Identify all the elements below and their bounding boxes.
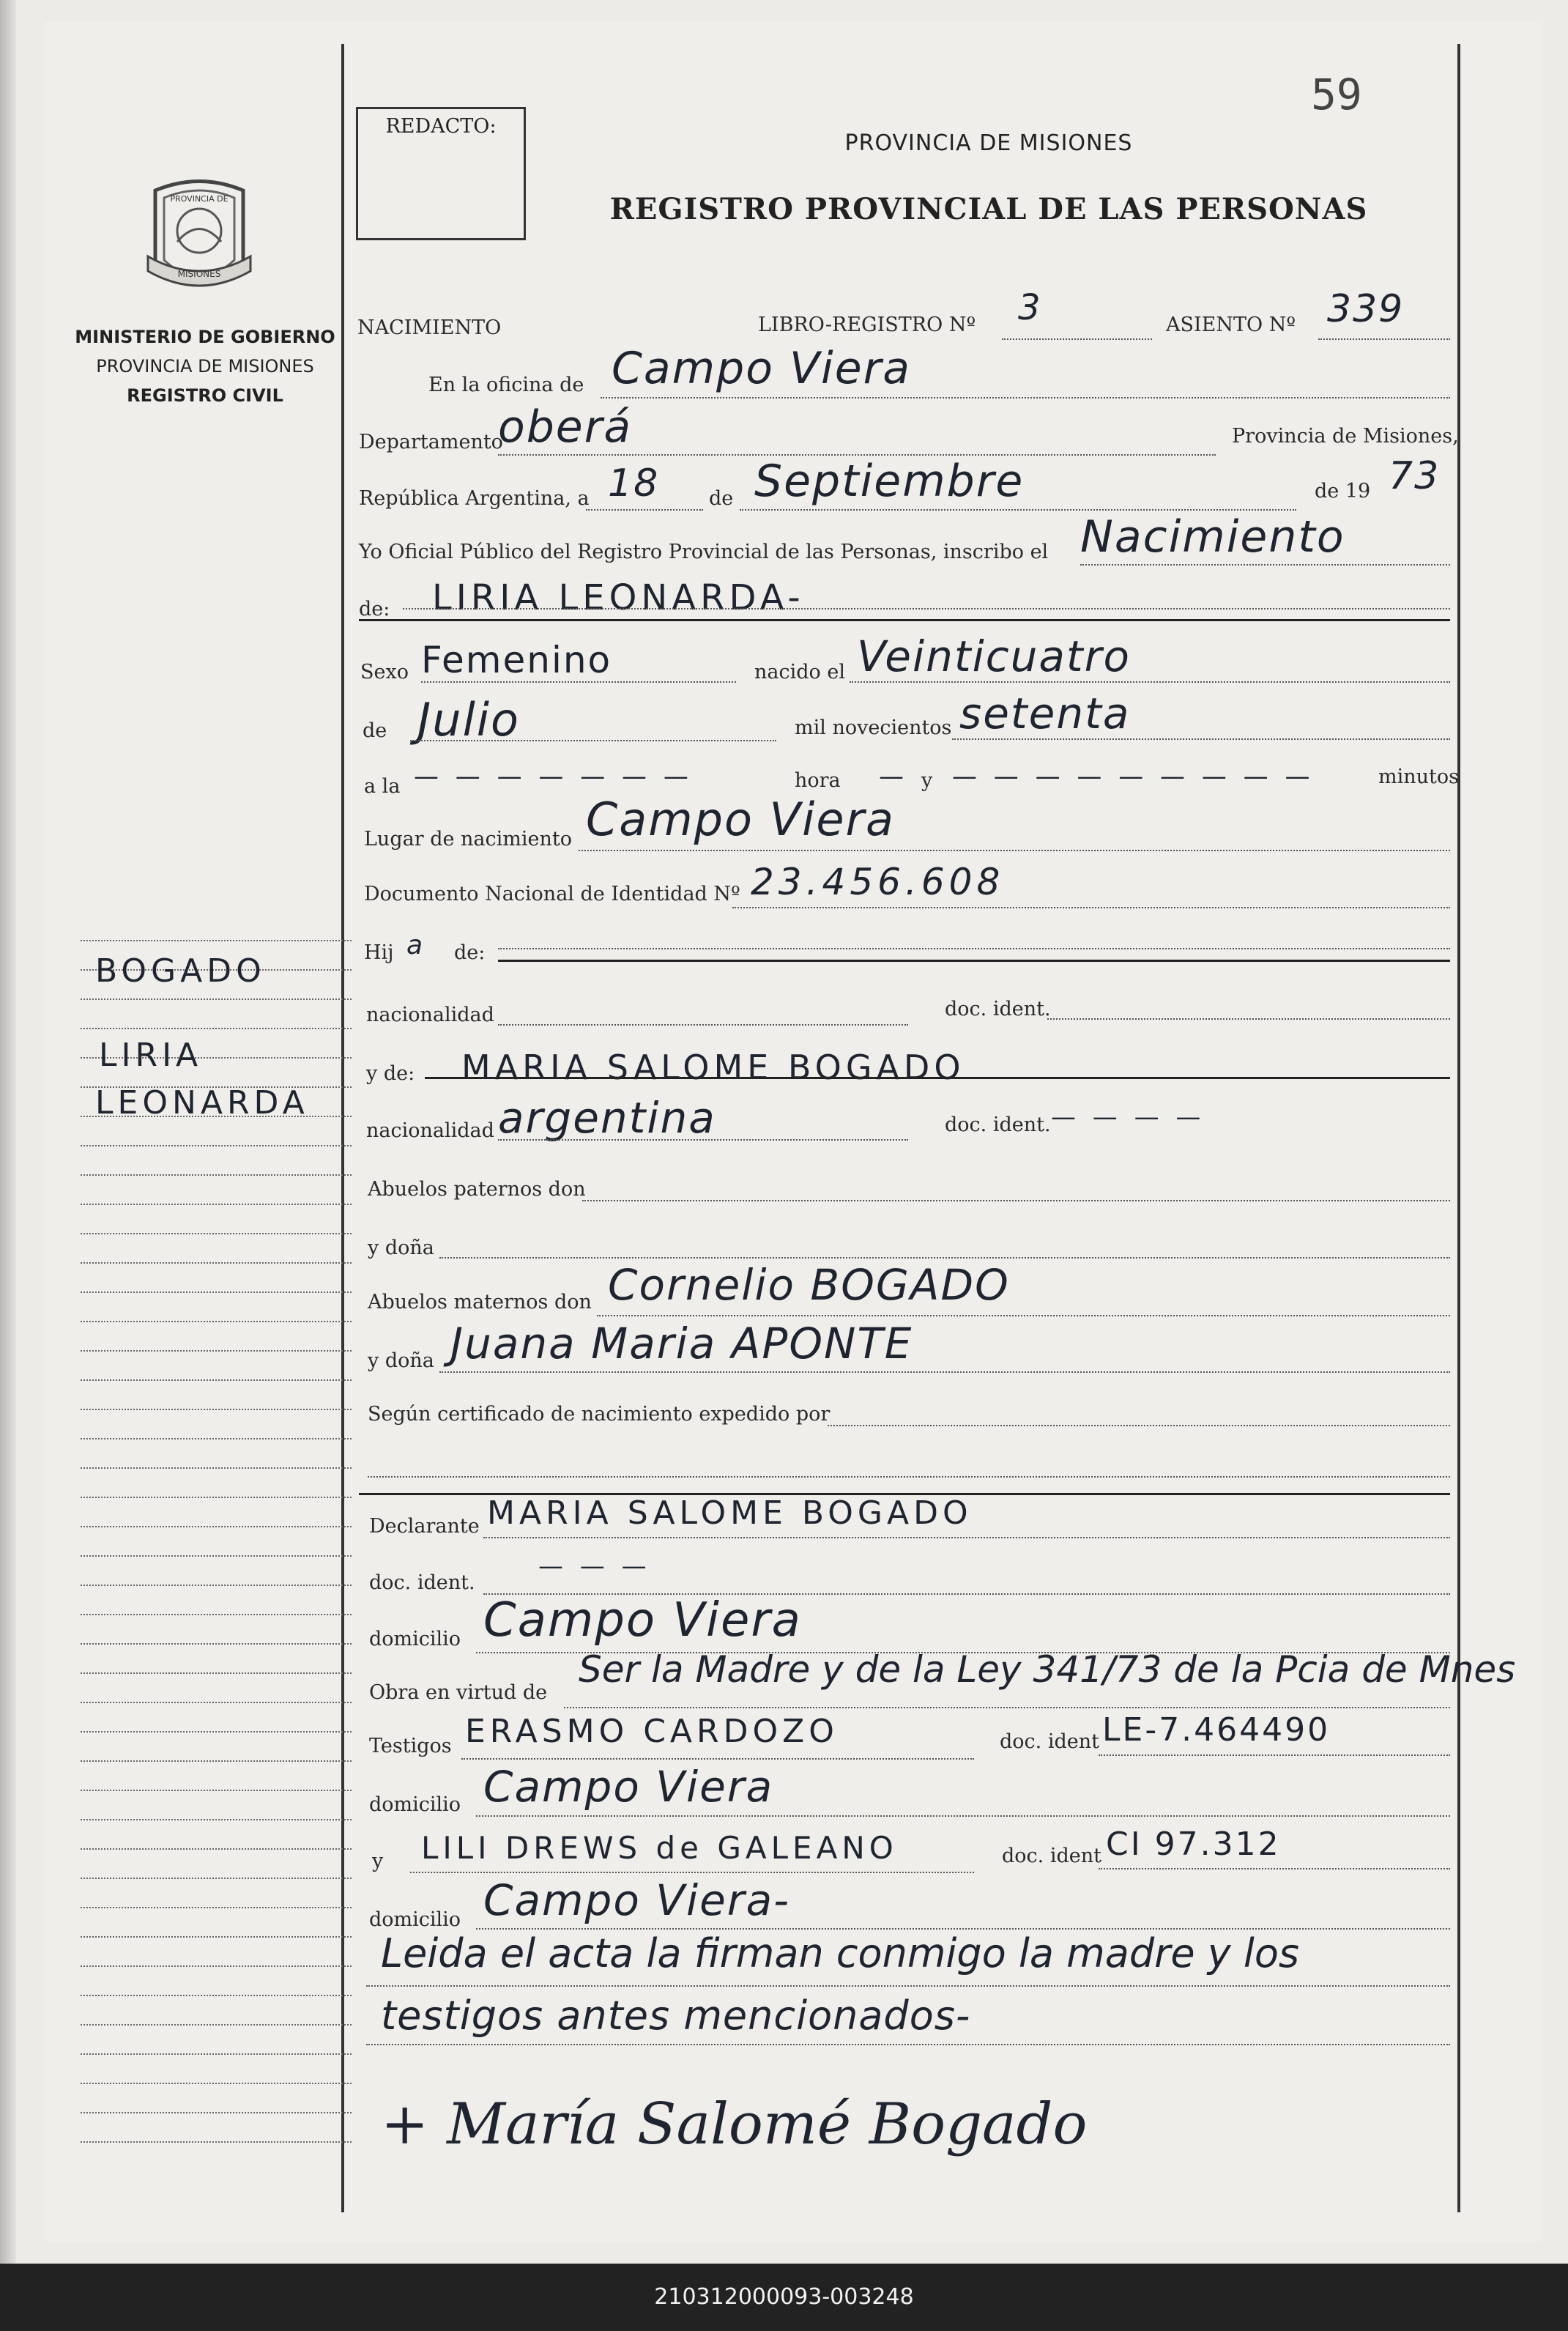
value-domicilio-testigo-1: Campo Viera [483,1762,774,1812]
dotline-oficina [601,397,1450,399]
dotline-domicilio-testigo-1 [476,1815,1450,1817]
value-obra: Ser la Madre y de la Ley 341/73 de la Pcia de Mnes [579,1648,1516,1691]
dotline-abuela-paterna [439,1257,1450,1259]
dotline-nacido [850,681,1450,683]
dotline-closing-2 [366,2044,1450,2045]
margin-given-2: LEONARDA [95,1084,309,1122]
label-abuelos-paternos: Abuelos paternos don [368,1178,586,1201]
label-departamento: Departamento [359,431,503,453]
value-declarante: MARIA SALOME BOGADO [487,1494,973,1532]
rule-padre [498,960,1450,962]
value-hora-dash: — — — — — — — [414,762,693,791]
dotline-asiento [1318,338,1450,340]
dotline-nac-madre [498,1139,908,1141]
value-oficina: Campo Viera [612,343,912,394]
label-y-dona-2: y doña [368,1349,434,1372]
dotline-segun [828,1425,1450,1426]
value-inscribe: Nacimiento [1080,511,1345,563]
dotline-anio-nac [952,738,1450,740]
label-lugar: Lugar de nacimiento [364,828,572,850]
dotline-abuela-materna [439,1371,1450,1373]
label-a-la: a la [364,775,401,798]
label-domicilio-testigo-1: domicilio [369,1793,461,1816]
label-mil-novecientos: mil novecientos [795,716,952,739]
label-nacionalidad-padre: nacionalidad [366,1004,494,1026]
closing-line-1: Leida el acta la firman conmigo la madre y los [381,1930,1300,1976]
ministry-line-3: REGISTRO CIVIL [127,385,283,406]
label-de-19: de 19 [1315,480,1371,503]
label-segun: Según certificado de nacimiento expedido por [368,1403,831,1426]
value-hora-dash-2: — [879,762,908,791]
label-de-nombre: de: [359,598,390,620]
signature: + María Salomé Bogado [381,2091,1088,2157]
dotline-dni [732,907,1450,908]
dotline-abuelo-materno [597,1315,1450,1316]
dotline-nombre [403,608,1450,609]
value-departamento: oberá [498,401,633,453]
dotline-dia [586,509,703,511]
dotline-doc-padre [1047,1018,1450,1020]
value-testigo-1: ERASMO CARDOZO [465,1713,839,1750]
label-hij: Hij [364,941,394,964]
rule-nombre [359,619,1450,621]
dotline-segun-2 [368,1476,1450,1478]
dotline-nac-padre [498,1024,908,1026]
value-nombre: LIRIA LEONARDA- [432,577,805,618]
image-caption: 210312000093-003248 [654,2284,914,2310]
label-nacimiento: NACIMIENTO [357,316,502,339]
value-libro: 3 [1018,287,1042,328]
label-de-mes-nac: de [363,719,387,742]
dotline-padre [498,948,1450,949]
margin-surname: BOGADO [95,952,266,990]
label-nacido: nacido el [754,661,845,683]
redacto-box [356,107,526,240]
book-binding [0,0,16,2264]
value-testigo-2: LILI DREWS de GALEANO [421,1830,898,1866]
label-y-testigo-2: y [372,1850,384,1872]
value-dia: 18 [608,462,660,505]
label-provincia-misiones: Provincia de Misiones, [1232,425,1459,448]
value-doc-declarante: — — — [538,1552,651,1581]
label-de-padre: de: [454,941,486,964]
dotline-testigo-1 [461,1758,974,1760]
label-y-de: y de: [366,1062,415,1085]
dotline-lugar [579,850,1450,851]
label-doc-testigo-2: doc. ident [1002,1845,1101,1867]
dotline-declarante [483,1537,1450,1538]
dotline-mes-nac [410,740,776,741]
value-abuela-materna: Juana Maria APONTE [450,1319,913,1368]
label-asiento: ASIENTO Nº [1166,314,1296,336]
label-declarante: Declarante [369,1515,480,1538]
dotline-domicilio-testigo-2 [476,1928,1450,1930]
value-anio: 73 [1389,454,1441,498]
dotline-sexo [421,681,736,683]
value-asiento: 339 [1327,287,1405,331]
label-yo-oficial: Yo Oficial Público del Registro Provincial de las Personas, inscribo el [359,541,1049,563]
value-nac-madre: argentina [498,1093,716,1143]
value-anio-nac: setenta [959,689,1131,738]
value-sexo: Femenino [421,639,612,681]
label-y-dona-1: y doña [368,1237,434,1259]
ministry-line-2: PROVINCIA DE MISIONES [96,356,314,377]
dotline-abuelo-paterno [582,1200,1450,1201]
value-madre: MARIA SALOME BOGADO [461,1048,965,1087]
label-doc-testigo-1: doc. ident [1000,1730,1099,1753]
header-registry: REGISTRO PROVINCIAL DE LAS PERSONAS [609,192,1368,226]
label-domicilio-testigo-2: domicilio [369,1908,461,1931]
ministry-block [73,322,337,410]
value-nacido: Veinticuatro [857,631,1131,681]
ministry-line-1: MINISTERIO DE GOBIERNO [75,327,335,347]
dotline-testigo-2 [410,1872,974,1873]
page-number: 59 [1311,70,1362,119]
value-domicilio-testigo-2: Campo Viera- [483,1875,791,1925]
label-oficina: En la oficina de [428,374,584,396]
value-doc-testigo-1: LE-7.464490 [1102,1711,1331,1749]
label-hora: hora [795,769,841,792]
label-obra: Obra en virtud de [369,1681,548,1704]
label-doc-madre: doc. ident. [945,1113,1051,1136]
value-doc-madre: — — — — [1051,1102,1205,1132]
value-abuelo-materno: Cornelio BOGADO [608,1260,1010,1310]
form-left-border [341,44,344,2212]
label-de-mes: de [709,487,734,510]
rule-madre [425,1077,1450,1079]
value-mes: Septiembre [754,456,1025,507]
seal-bottom-text: MISIONES [177,269,221,279]
value-mes-nac: Julio [417,693,520,746]
label-minutos: minutos [1378,766,1459,788]
form-right-border [1457,44,1460,2212]
label-abuelos-maternos: Abuelos maternos don [368,1291,592,1313]
dotline-libro [1002,338,1152,340]
label-testigos: Testigos [369,1735,452,1757]
value-hij-suffix: a [406,930,425,960]
dotline-doc-testigo-2 [1099,1868,1450,1869]
label-dni: Documento Nacional de Identidad Nº [364,883,740,905]
label-doc-declarante: doc. ident. [369,1571,475,1594]
label-libro: LIBRO-REGISTRO Nº [758,314,976,336]
margin-given-1: LIRIA [99,1037,203,1074]
dotline-doc-testigo-1 [1099,1754,1450,1756]
dotline-closing-1 [366,1985,1450,1987]
value-doc-testigo-2: CI 97.312 [1106,1826,1281,1863]
value-dni: 23.456.608 [751,861,1005,903]
dotline-inscribe [1080,564,1450,566]
value-domicilio-declarante: Campo Viera [483,1593,802,1648]
dotline-mes [740,509,1296,511]
label-republica: República Argentina, a [359,487,590,510]
value-min-dash: — — — — — — — — — [952,762,1315,791]
value-lugar: Campo Viera [586,793,895,846]
provincial-seal-icon [141,176,258,304]
label-nacionalidad-madre: nacionalidad [366,1119,494,1142]
label-doc-padre: doc. ident. [945,998,1051,1020]
redacto-label: REDACTO: [385,115,497,138]
dotline-obra [564,1707,1450,1708]
label-y-min: y [921,769,933,792]
header-province: PROVINCIA DE MISIONES [844,130,1133,156]
seal-top-text: PROVINCIA DE [170,194,228,204]
closing-line-2: testigos antes mencionados- [381,1993,971,2039]
label-domicilio-declarante: domicilio [369,1628,461,1650]
label-sexo: Sexo [360,661,409,683]
